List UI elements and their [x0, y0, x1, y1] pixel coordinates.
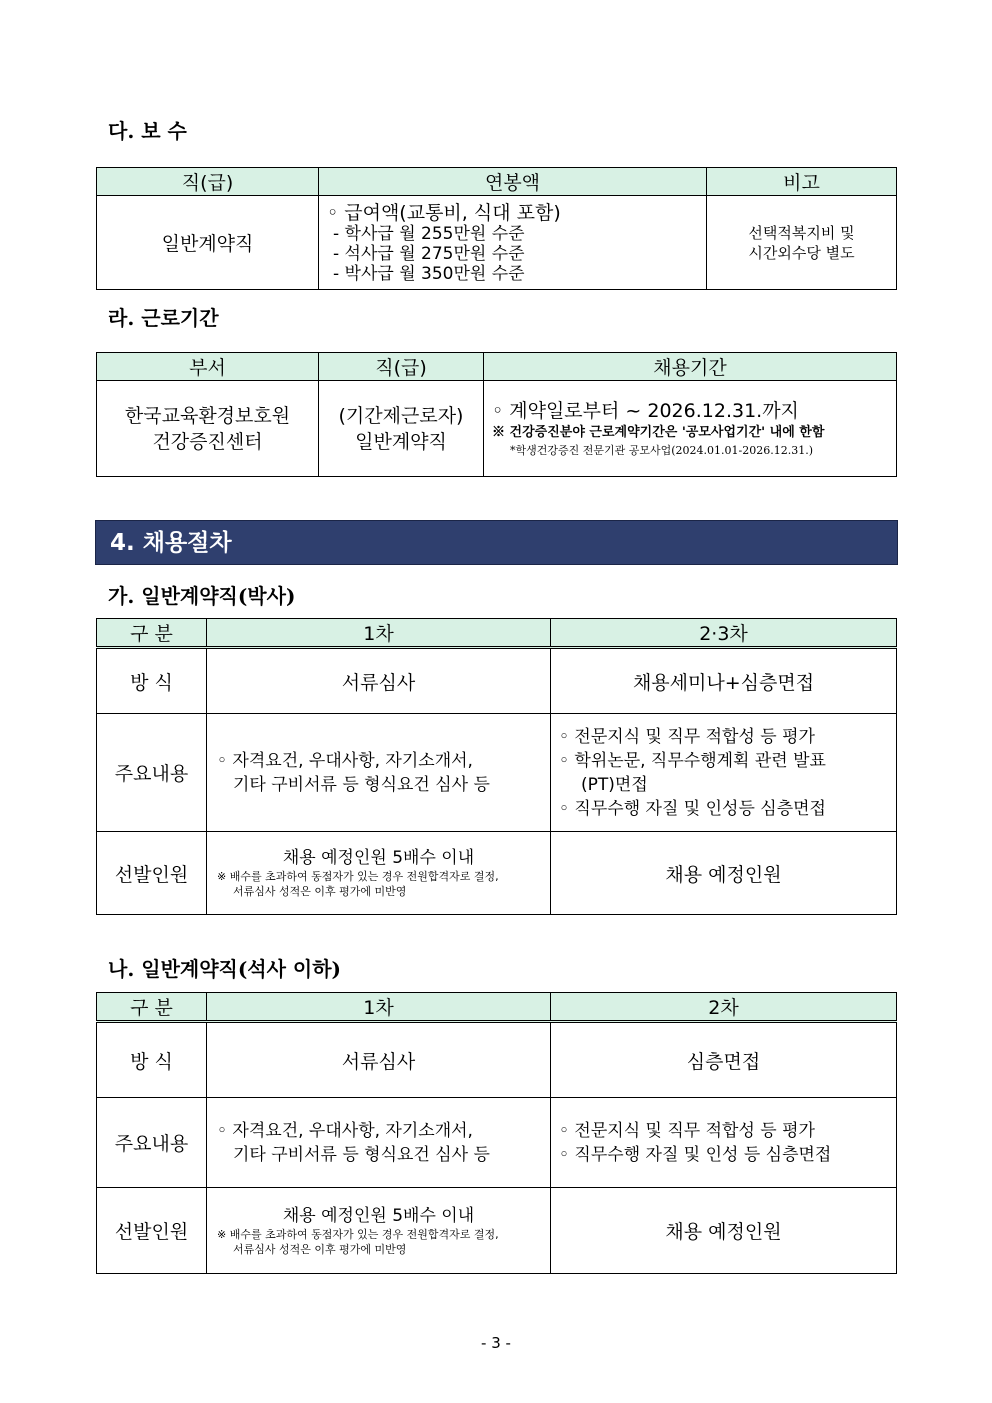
row-label-selection: 선발인원	[97, 1188, 207, 1274]
position-line: 일반계약직	[355, 430, 447, 453]
salary-amount	[319, 196, 707, 290]
remark-line: 시간외수당 별도	[748, 243, 855, 262]
content-stage1	[207, 1098, 551, 1188]
period-term	[484, 381, 897, 477]
term-line: ◦ 계약일로부터 ~ 2026.12.31.까지	[492, 399, 799, 422]
method-stage2: 채용세미나+심층면접	[551, 648, 897, 714]
header-remark: 비고	[707, 168, 897, 196]
master-table	[96, 992, 897, 1274]
header-position: 직(급)	[319, 353, 484, 381]
dept-line: 건강증진센터	[152, 430, 263, 453]
selection-stage2: 채용 예정인원	[551, 832, 897, 915]
content-line: 기타 구비서류 등 형식요건 심사 등	[233, 1144, 490, 1165]
remark-line: 선택적복지비 및	[748, 223, 855, 242]
position-line: (기간제근로자)	[338, 404, 464, 427]
header-stage1: 1차	[207, 993, 551, 1022]
amount-line: - 박사급 월 350만원 수준	[333, 263, 525, 284]
dept-line: 한국교육환경보호원	[124, 404, 291, 427]
content-line: ◦ 자격요건, 우대사항, 자기소개서,	[217, 750, 473, 771]
content-line: ◦ 전문지식 및 직무 적합성 등 평가	[559, 1120, 815, 1141]
header-category: 구 분	[97, 993, 207, 1022]
selection-note: ※ 배수를 초과하여 동점자가 있는 경우 전원합격자로 결정,	[217, 870, 499, 883]
selection-stage2: 채용 예정인원	[551, 1188, 897, 1274]
method-stage1: 서류심사	[207, 648, 551, 714]
row-label-method: 방 식	[97, 648, 207, 714]
amount-line: - 학사급 월 255만원 수준	[333, 223, 525, 244]
header-stage2: 2·3차	[551, 619, 897, 648]
method-stage2: 심층면접	[551, 1022, 897, 1098]
content-line: ◦ 학위논문, 직무수행계획 관련 발표	[559, 750, 826, 771]
amount-line: - 석사급 월 275만원 수준	[333, 243, 525, 264]
method-stage1: 서류심사	[207, 1022, 551, 1098]
section-heading-salary: 다. 보 수	[108, 119, 187, 143]
selection-note: ※ 배수를 초과하여 동점자가 있는 경우 전원합격자로 결정,	[217, 1227, 499, 1241]
selection-main: 채용 예정인원 5배수 이내	[282, 848, 475, 868]
content-line: ◦ 직무수행 자질 및 인성등 심층면접	[559, 798, 826, 819]
selection-main: 채용 예정인원 5배수 이내	[282, 1205, 475, 1226]
content-stage1	[207, 714, 551, 832]
period-dept	[97, 381, 319, 477]
header-amount: 연봉액	[319, 168, 707, 196]
header-category: 구 분	[97, 619, 207, 648]
salary-table	[96, 167, 897, 290]
section-heading-period: 라. 근로기간	[108, 306, 219, 330]
section-banner: 4. 채용절차	[95, 520, 898, 565]
content-stage2	[551, 714, 897, 832]
content-line: (PT)면접	[581, 774, 648, 795]
header-stage1: 1차	[207, 619, 551, 648]
section-heading-phd: 가. 일반계약직(박사)	[108, 584, 296, 608]
content-stage2	[551, 1098, 897, 1188]
row-label-content: 주요내용	[97, 1098, 207, 1188]
content-line: ◦ 직무수행 자질 및 인성 등 심층면접	[559, 1144, 832, 1165]
section-heading-master: 나. 일반계약직(석사 이하)	[108, 957, 342, 981]
selection-stage1	[207, 832, 551, 915]
selection-note: 서류심사 성적은 이후 평가에 미반영	[233, 885, 407, 898]
page-number: - 3 -	[481, 1334, 511, 1352]
header-stage2: 2차	[551, 993, 897, 1022]
salary-position: 일반계약직	[97, 196, 319, 290]
row-label-content: 주요내용	[97, 714, 207, 832]
selection-note: 서류심사 성적은 이후 평가에 미반영	[233, 1242, 407, 1256]
salary-remark	[707, 196, 897, 290]
period-position	[319, 381, 484, 477]
period-table	[96, 352, 897, 477]
header-dept: 부서	[97, 353, 319, 381]
content-line: 기타 구비서류 등 형식요건 심사 등	[233, 774, 490, 795]
content-line: ◦ 전문지식 및 직무 적합성 등 평가	[559, 726, 815, 747]
amount-line: ◦ 급여액(교통비, 식대 포함)	[327, 201, 561, 224]
header-term: 채용기간	[484, 353, 897, 381]
selection-stage1	[207, 1188, 551, 1274]
term-note: ※ 건강증진분야 근로계약기간은 '공모사업기간' 내에 한함	[492, 424, 825, 440]
row-label-method: 방 식	[97, 1022, 207, 1098]
phd-table	[96, 618, 897, 915]
term-subnote: *학생건강증진 전문기관 공모사업(2024.01.01-2026.12.31.)	[510, 443, 814, 457]
header-position: 직(급)	[97, 168, 319, 196]
content-line: ◦ 자격요건, 우대사항, 자기소개서,	[217, 1120, 473, 1141]
row-label-selection: 선발인원	[97, 832, 207, 915]
